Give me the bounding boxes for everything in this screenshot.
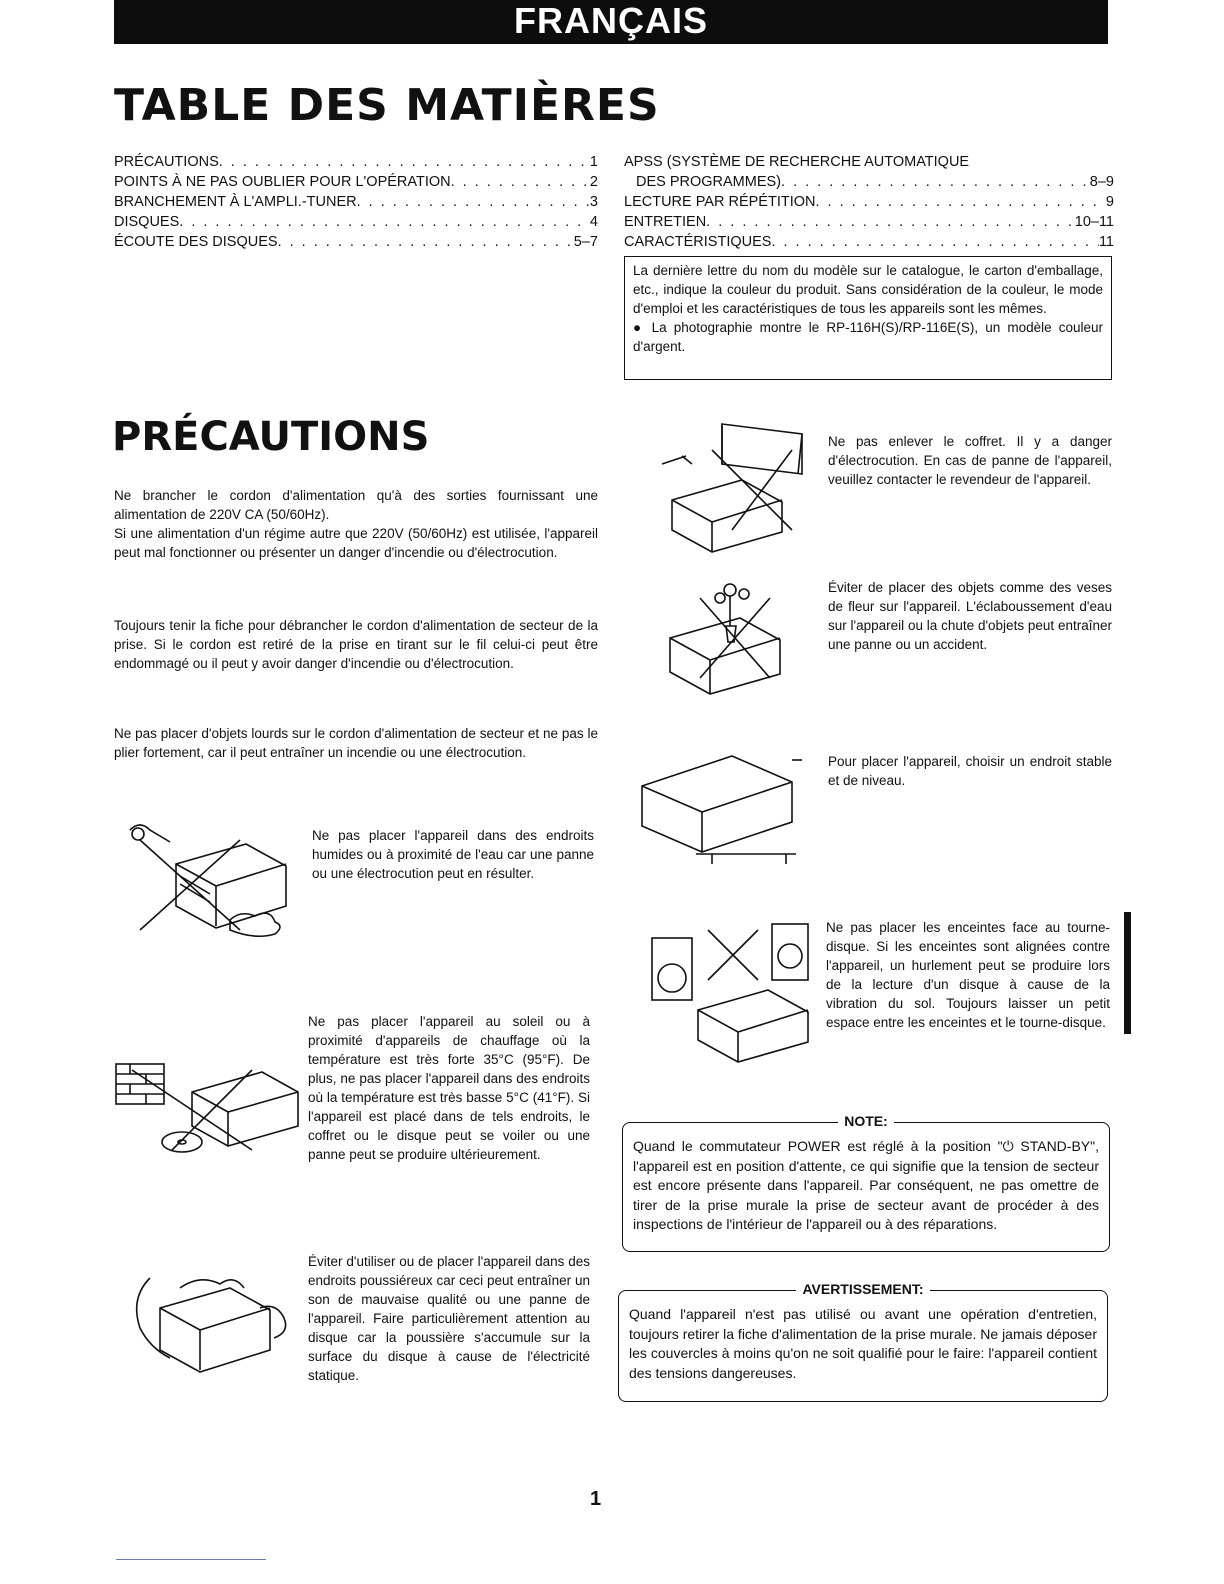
model-note-box (624, 256, 1112, 380)
warning-text: Quand l'appareil n'est pas utilisé ou avant une opération d'entretien, toujours retirer la fiche d'alimentation de la prise murale. Ne jamais déposer les couvercles à moins qu'on ne soit qualifié pour le faire: l'appareil contient des tensions dangereuses. (629, 1306, 1098, 1381)
warning-title: AVERTISSEMENT: (619, 1280, 1107, 1300)
stable-surface-illustration (636, 746, 812, 866)
precaution-paragraph: Ne brancher le cordon d'alimentation qu'à des sorties fournissant une alimentation de 220V CA (50/60Hz). (114, 488, 598, 522)
toc-entry[interactable]: ENTRETIEN . . . 10–11 (624, 212, 1114, 232)
toc-entry[interactable]: POINTS À NE PAS OUBLIER POUR L'OPÉRATION . . . 2 (114, 172, 598, 192)
model-note-text: La dernière lettre du nom du modèle sur le catalogue, le carton d'emballage, etc., indique la couleur du produit. Sans considération de la couleur, le mode d'emploi et les caractéristiques de tous les appareils sont les mêmes. (633, 263, 1103, 316)
toc-entry[interactable]: DES PROGRAMMES) . . . 8–9 (624, 172, 1114, 192)
page-number: 1 (590, 1488, 602, 1510)
dust-warning-text: Éviter d'utiliser ou de placer l'appareil dans des endroits poussiéreux car ceci peut entraîner un son de mauvaise qualité ou une panne de l'appareil. Faire particulièrement attention au disque car la poussière s'accumule sur la surface du disque à cause de l'électricité statique. (308, 1254, 590, 1383)
section-marker-bar (1124, 912, 1131, 1034)
power-supply-text (114, 486, 598, 562)
precaution-paragraph: Ne pas placer d'objets lourds sur le cordon d'alimentation de secteur et ne pas le plier fortement, car il peut entraîner un incendie ou une électrocution. (114, 726, 598, 760)
toc-entry[interactable]: LECTURE PAR RÉPÉTITION . . . 9 (624, 192, 1114, 212)
dust-location-illustration (120, 1268, 300, 1378)
vase-on-device-illustration (650, 578, 810, 688)
toc-entry[interactable]: PRÉCAUTIONS . . . 1 (114, 152, 598, 172)
speaker-placement-illustration (648, 920, 818, 1060)
precaution-paragraph: Si une alimentation d'un régime autre que 220V (50/60Hz) est utilisée, l'appareil peut mal fonctionner ou présenter un danger d'incendie ou d'électrocution. (114, 526, 598, 560)
toc-right-column (624, 152, 1114, 252)
note-text: Quand le commutateur POWER est réglé à la position "⏻ STAND-BY", l'appareil est en position d'attente, ce qui signifie que la tension de secteur est encore présente dans l'appareil. Par conséquent, ne pas omettre de tirer de la prise murale la prise de secteur avant de procéder à des inspections de l'intérieur de l'appareil ou à des réparations. (633, 1138, 1099, 1232)
toc-entry[interactable]: BRANCHEMENT À L'AMPLI.-TUNER . . . 3 (114, 192, 598, 212)
vase-warning-text: Éviter de placer des objets comme des veses de fleur sur l'appareil. L'éclaboussement d'eau sur l'appareil ou la chute d'objets peut entraîner une panne ou un accident. (828, 580, 1112, 652)
note-box (622, 1113, 1110, 1252)
toc-entry[interactable]: ÉCOUTE DES DISQUES . . . 5–7 (114, 232, 598, 252)
heat-warning-text: Ne pas placer l'appareil au soleil ou à proximité d'appareils de chauffage où la température est très forte 35°C (95°F). De plus, ne pas placer l'appareil dans des endroits où la température est très basse 5°C (41°F). Si l'appareil est placé dans de tels endroits, le coffret ou le disque peut se voiler ou une panne peut se produire ultérieurement. (308, 1014, 590, 1162)
heat-location-illustration (112, 1050, 302, 1160)
language-header: FRANÇAIS (114, 0, 1108, 44)
precaution-paragraph: Toujours tenir la fiche pour débrancher le cordon d'alimentation de secteur de la prise. Si le cordon est retiré de la prise en tirant sur le fil celui-ci peut être endommagé ou il peut y avoir danger d'incendie ou d'électrocution. (114, 618, 598, 671)
footer-rule (116, 1559, 266, 1560)
humid-location-illustration (120, 820, 300, 940)
humid-warning-text: Ne pas placer l'appareil dans des endroits humides ou à proximité de l'eau car une panne ou une électrocution peut en résulter. (312, 828, 594, 881)
toc-entry[interactable]: CARACTÉRISTIQUES . . . 11 (624, 232, 1114, 252)
toc-entry[interactable]: DISQUES . . . 4 (114, 212, 598, 232)
cabinet-warning-text: Ne pas enlever le coffret. Il y a danger d'électrocution. En cas de panne de l'appareil, veuillez contacter le revendeur de l'appareil. (828, 434, 1112, 487)
toc-entry[interactable]: APSS (SYSTÈME DE RECHERCHE AUTOMATIQUE (624, 154, 970, 170)
cabinet-removal-illustration (652, 420, 812, 540)
stable-placement-text: Pour placer l'appareil, choisir un endroit stable et de niveau. (828, 754, 1112, 788)
note-title: NOTE: (623, 1112, 1109, 1132)
speaker-warning-text: Ne pas placer les enceintes face au tourne-disque. Si les enceintes sont alignées contre l'appareil, un hurlement peut se produire lors de la lecture d'un disque à cause de la vibration du sol. Toujours laisser un petit espace entre les enceintes et le tourne-disque. (826, 920, 1110, 1030)
warning-box (618, 1281, 1108, 1402)
model-note-bullet: ● La photographie montre le RP-116H(S)/RP-116E(S), un modèle couleur d'argent. (633, 320, 1103, 354)
precautions-title: PRÉCAUTIONS (112, 414, 430, 460)
toc-left-column (114, 152, 598, 252)
toc-title: TABLE DES MATIÈRES (114, 80, 660, 131)
